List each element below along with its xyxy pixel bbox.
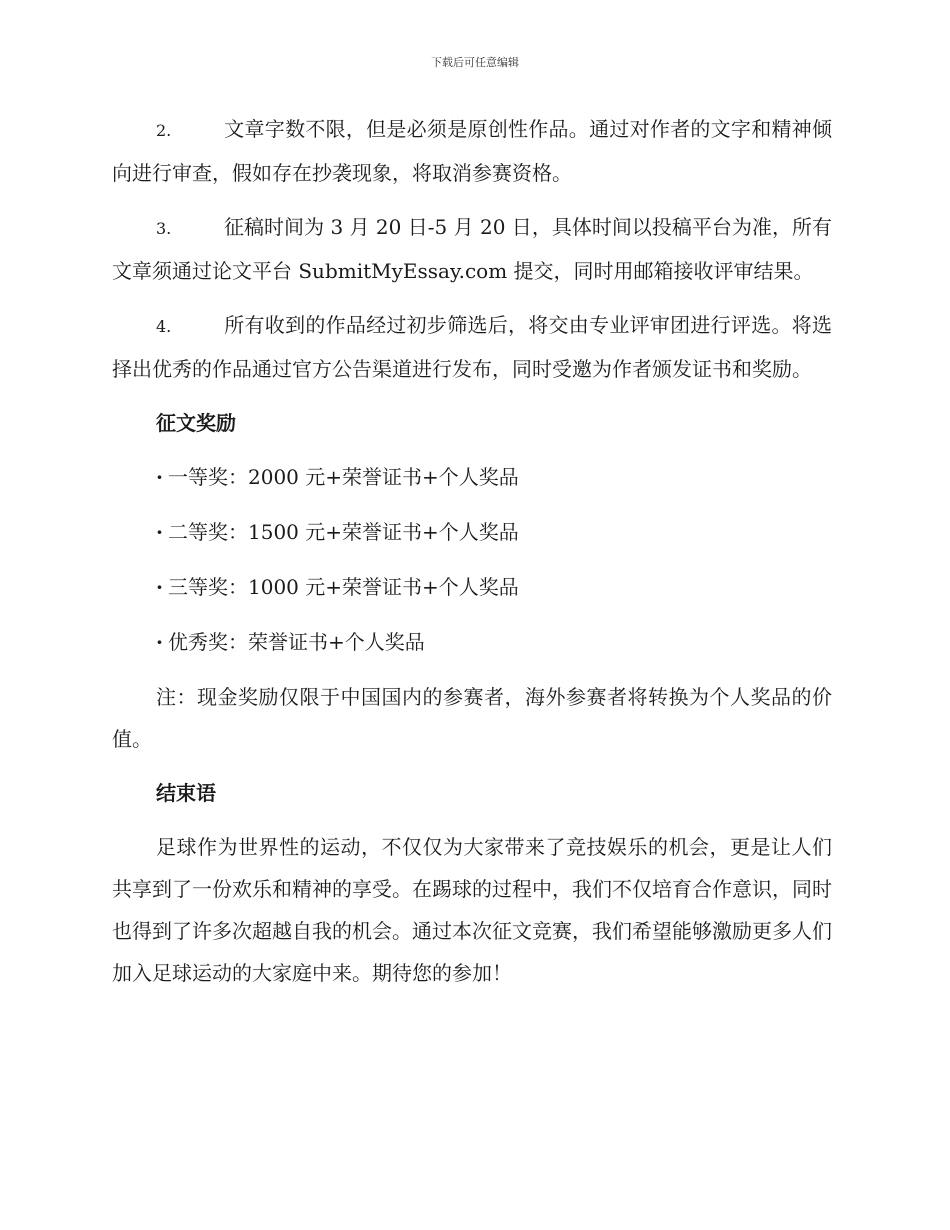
awards-note: 注：现金奖励仅限于中国国内的参赛者，海外参赛者将转换为个人奖品的价值。	[112, 685, 832, 751]
rule-text: 征稿时间为 3 月 20 日-5 月 20 日，具体时间以投稿平台为准，所有文章须通过论文平台 SubmitMyEssay.com 提交，同时用邮箱接收评审结果。	[112, 215, 832, 283]
rule-item-4	[112, 304, 832, 390]
award-item-first	[112, 456, 832, 498]
award-text: 一等奖：2000 元+荣誉证书+个人奖品	[168, 465, 519, 489]
awards-heading: 征文奖励	[156, 411, 236, 435]
rule-text: 文章字数不限，但是必须是原创性作品。通过对作者的文字和精神倾向进行审查，假如存在抄袭现象，将取消参赛资格。	[112, 117, 832, 185]
page-header: 下载后可任意编辑	[431, 56, 519, 69]
rule-item-2	[112, 108, 832, 194]
award-item-excellent	[112, 621, 832, 663]
award-text: 三等奖：1000 元+荣誉证书+个人奖品	[168, 575, 519, 599]
award-text: 优秀奖：荣誉证书+个人奖品	[168, 630, 425, 654]
bullet-icon: ·	[156, 575, 163, 599]
bullet-icon: ·	[156, 520, 163, 544]
rule-number: 2.	[156, 121, 172, 140]
rule-number: 4.	[156, 317, 172, 336]
rule-item-3	[112, 206, 832, 292]
bullet-icon: ·	[156, 465, 163, 489]
award-item-third	[112, 566, 832, 608]
document-body	[112, 108, 832, 1006]
award-item-second	[112, 511, 832, 553]
bullet-icon: ·	[156, 630, 163, 654]
rule-text: 所有收到的作品经过初步筛选后，将交由专业评审团进行评选。将选择出优秀的作品通过官方公告渠道进行发布，同时受邀为作者颁发证书和奖励。	[112, 313, 832, 381]
award-text: 二等奖：1500 元+荣誉证书+个人奖品	[168, 520, 519, 544]
conclusion-heading: 结束语	[156, 781, 216, 805]
conclusion-paragraph: 足球作为世界性的运动，不仅仅为大家带来了竞技娱乐的机会，更是让人们共享到了一份欢乐和精神的享受。在踢球的过程中，我们不仅培育合作意识，同时也得到了许多次超越自我的机会。通过本次征文竞赛，我们希望能够激励更多人们加入足球运动的大家庭中来。期待您的参加！	[112, 835, 832, 985]
rule-number: 3.	[156, 219, 172, 238]
